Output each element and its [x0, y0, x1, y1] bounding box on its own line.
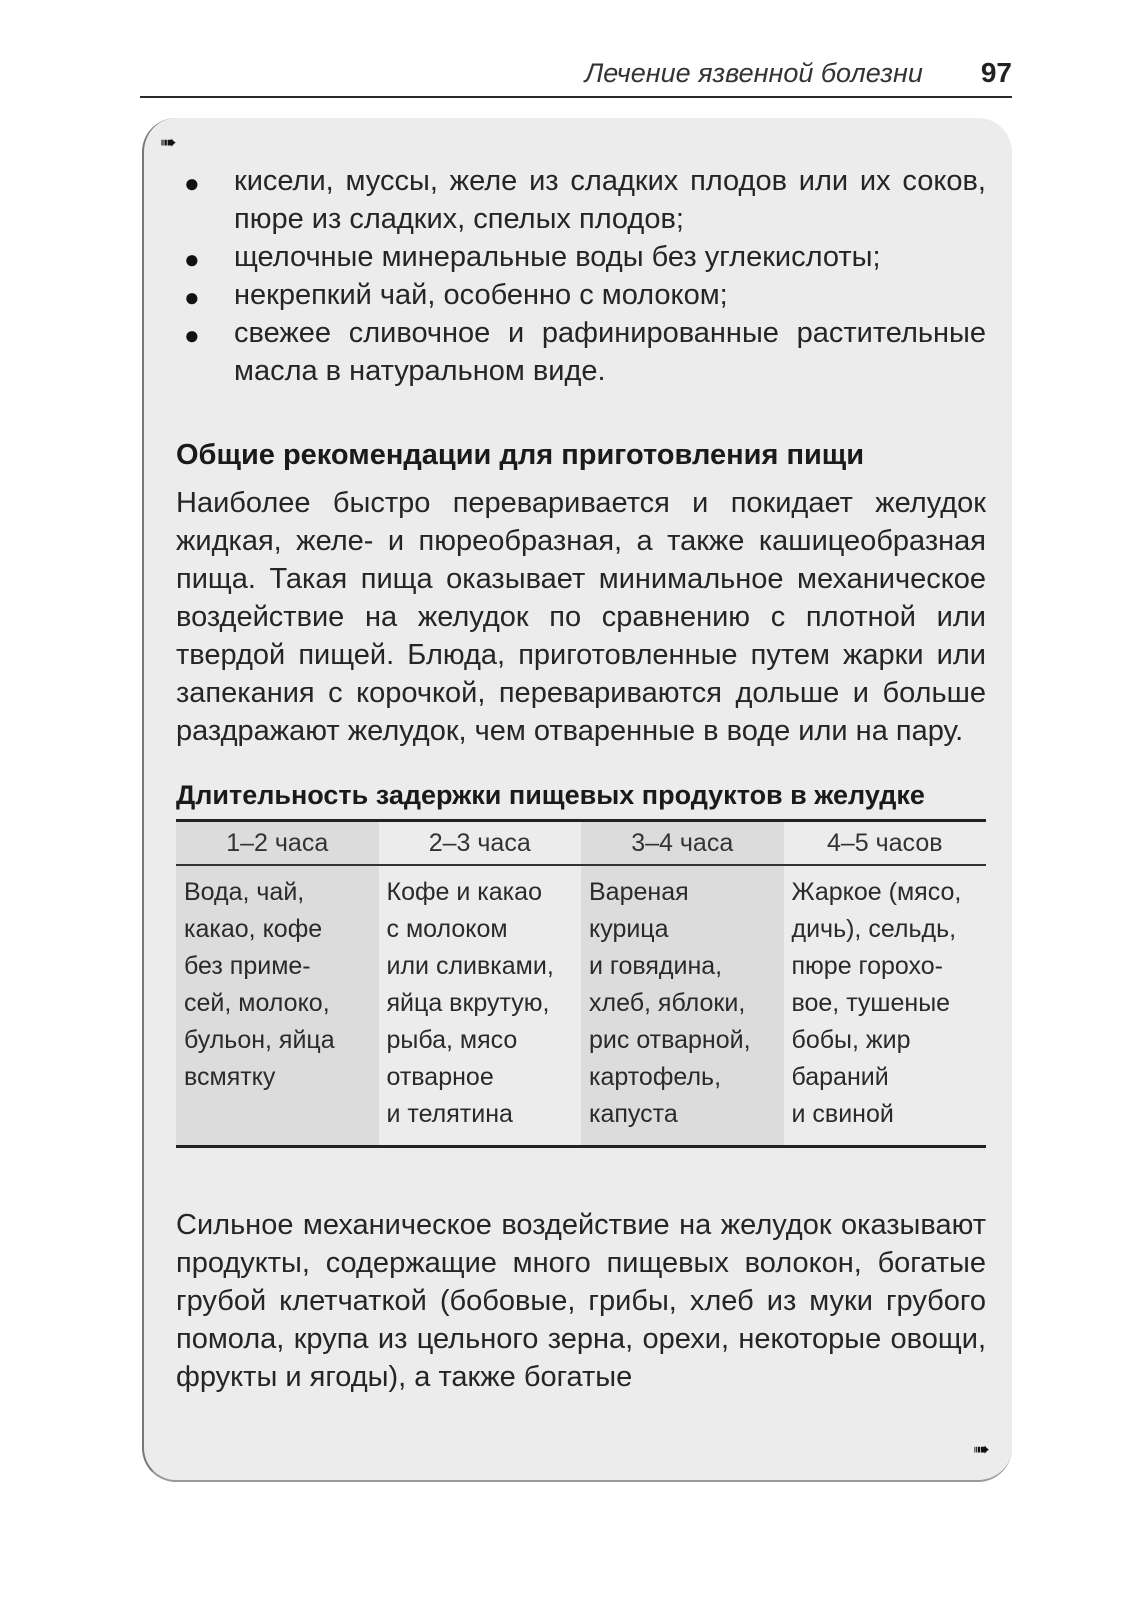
cell-line: дичь), сельдь,	[791, 915, 957, 943]
bullet-icon: ●	[184, 244, 200, 274]
cell-line: сей, молоко,	[184, 989, 330, 1017]
cell-line: какао, кофе	[184, 915, 323, 943]
cell-line: отварное	[386, 1063, 494, 1091]
content-panel	[142, 118, 1012, 1482]
cell-line: без приме-	[184, 952, 311, 980]
column-header: 2–3 часа	[379, 822, 582, 865]
cell-line: капуста	[589, 1100, 678, 1128]
cell-line: всмятку	[184, 1063, 276, 1091]
column-header: 3–4 часа	[581, 822, 784, 865]
column-header: 1–2 часа	[176, 822, 379, 865]
running-head-title: Лечение язвенной болезни	[584, 57, 923, 88]
cell-line: или сливками,	[386, 952, 554, 980]
cell-line: пюре горохо-	[791, 952, 943, 980]
list-item-text: кисели, муссы, желе из сладких плодов или их соков, пюре из сладких, спелых плодов;	[234, 165, 986, 235]
cell-line: бараний	[791, 1063, 889, 1091]
column-header: 4–5 часов	[784, 822, 987, 865]
cell-line: картофель,	[589, 1063, 722, 1091]
table-cell	[379, 865, 582, 1147]
cell-line: курица	[589, 915, 669, 943]
cell-line: Жаркое (мясо,	[791, 878, 962, 906]
table-row	[176, 865, 986, 1147]
table-title: Длительность задержки пищевых продуктов в желудке	[176, 780, 986, 822]
bullet-icon: ●	[184, 168, 200, 198]
list-item	[176, 276, 986, 314]
cell-line: яйца вкрутую,	[386, 989, 550, 1017]
cell-line: вое, тушеные	[791, 989, 951, 1017]
table-header-row	[176, 822, 986, 865]
panel-content	[176, 162, 986, 1396]
running-head	[140, 50, 1012, 98]
continuation-arrow-icon: ➠	[160, 132, 177, 154]
closing-paragraph: Сильное механическое воздействие на желудок оказывают продукты, содержащие много пищевых волокон, богатые грубой клетчаткой (бобовые, грибы, хлеб из муки грубого помола, крупа из цельного зерна, орехи, некоторые овощи, фрукты и ягоды), а также богатые	[176, 1209, 986, 1393]
list-item	[176, 314, 986, 390]
cell-line: Вода, чай,	[184, 878, 305, 906]
cell-line: Вареная	[589, 878, 689, 906]
table-cell	[581, 865, 784, 1147]
cell-line: с молоком	[386, 915, 508, 943]
cell-line: и телятина	[386, 1100, 513, 1128]
cell-line: Кофе и какао	[386, 878, 542, 906]
cell-line: рис отварной,	[589, 1026, 751, 1054]
page-number: 97	[980, 57, 1012, 88]
list-item	[176, 162, 986, 238]
continuation-arrow-icon: ➠	[973, 1439, 990, 1461]
list-item-text: щелочные минеральные воды без углекислоты;	[234, 241, 881, 273]
table-cell	[784, 865, 987, 1147]
cell-line: бобы, жир	[791, 1026, 911, 1054]
cell-line: и свиной	[791, 1100, 894, 1128]
list-item-text: свежее сливочное и рафинированные растительные масла в натуральном виде.	[234, 317, 986, 387]
digestion-duration-table	[176, 822, 986, 1148]
table-cell	[176, 865, 379, 1147]
section-paragraph: Наиболее быстро переваривается и покидает желудок жидкая, желе- и пюреобразная, а также кашицеобразная пища. Такая пища оказывает минимальное механическое воздействие на желудок по сравнению с плотной или твердой пищей. Блюда, приготовленные путем жарки или запекания с корочкой, перевариваются дольше и больше раздражают желудок, чем отваренные в воде или на пару.	[176, 487, 986, 747]
bullet-list	[176, 162, 986, 390]
cell-line: рыба, мясо	[386, 1026, 518, 1054]
list-item	[176, 238, 986, 276]
cell-line: хлеб, яблоки,	[589, 989, 746, 1017]
list-item-text: некрепкий чай, особенно с молоком;	[234, 279, 728, 311]
section-heading: Общие рекомендации для приготовления пищи	[176, 439, 865, 471]
bullet-icon: ●	[184, 320, 200, 350]
cell-line: и говядина,	[589, 952, 723, 980]
bullet-icon: ●	[184, 282, 200, 312]
cell-line: бульон, яйца	[184, 1026, 335, 1054]
